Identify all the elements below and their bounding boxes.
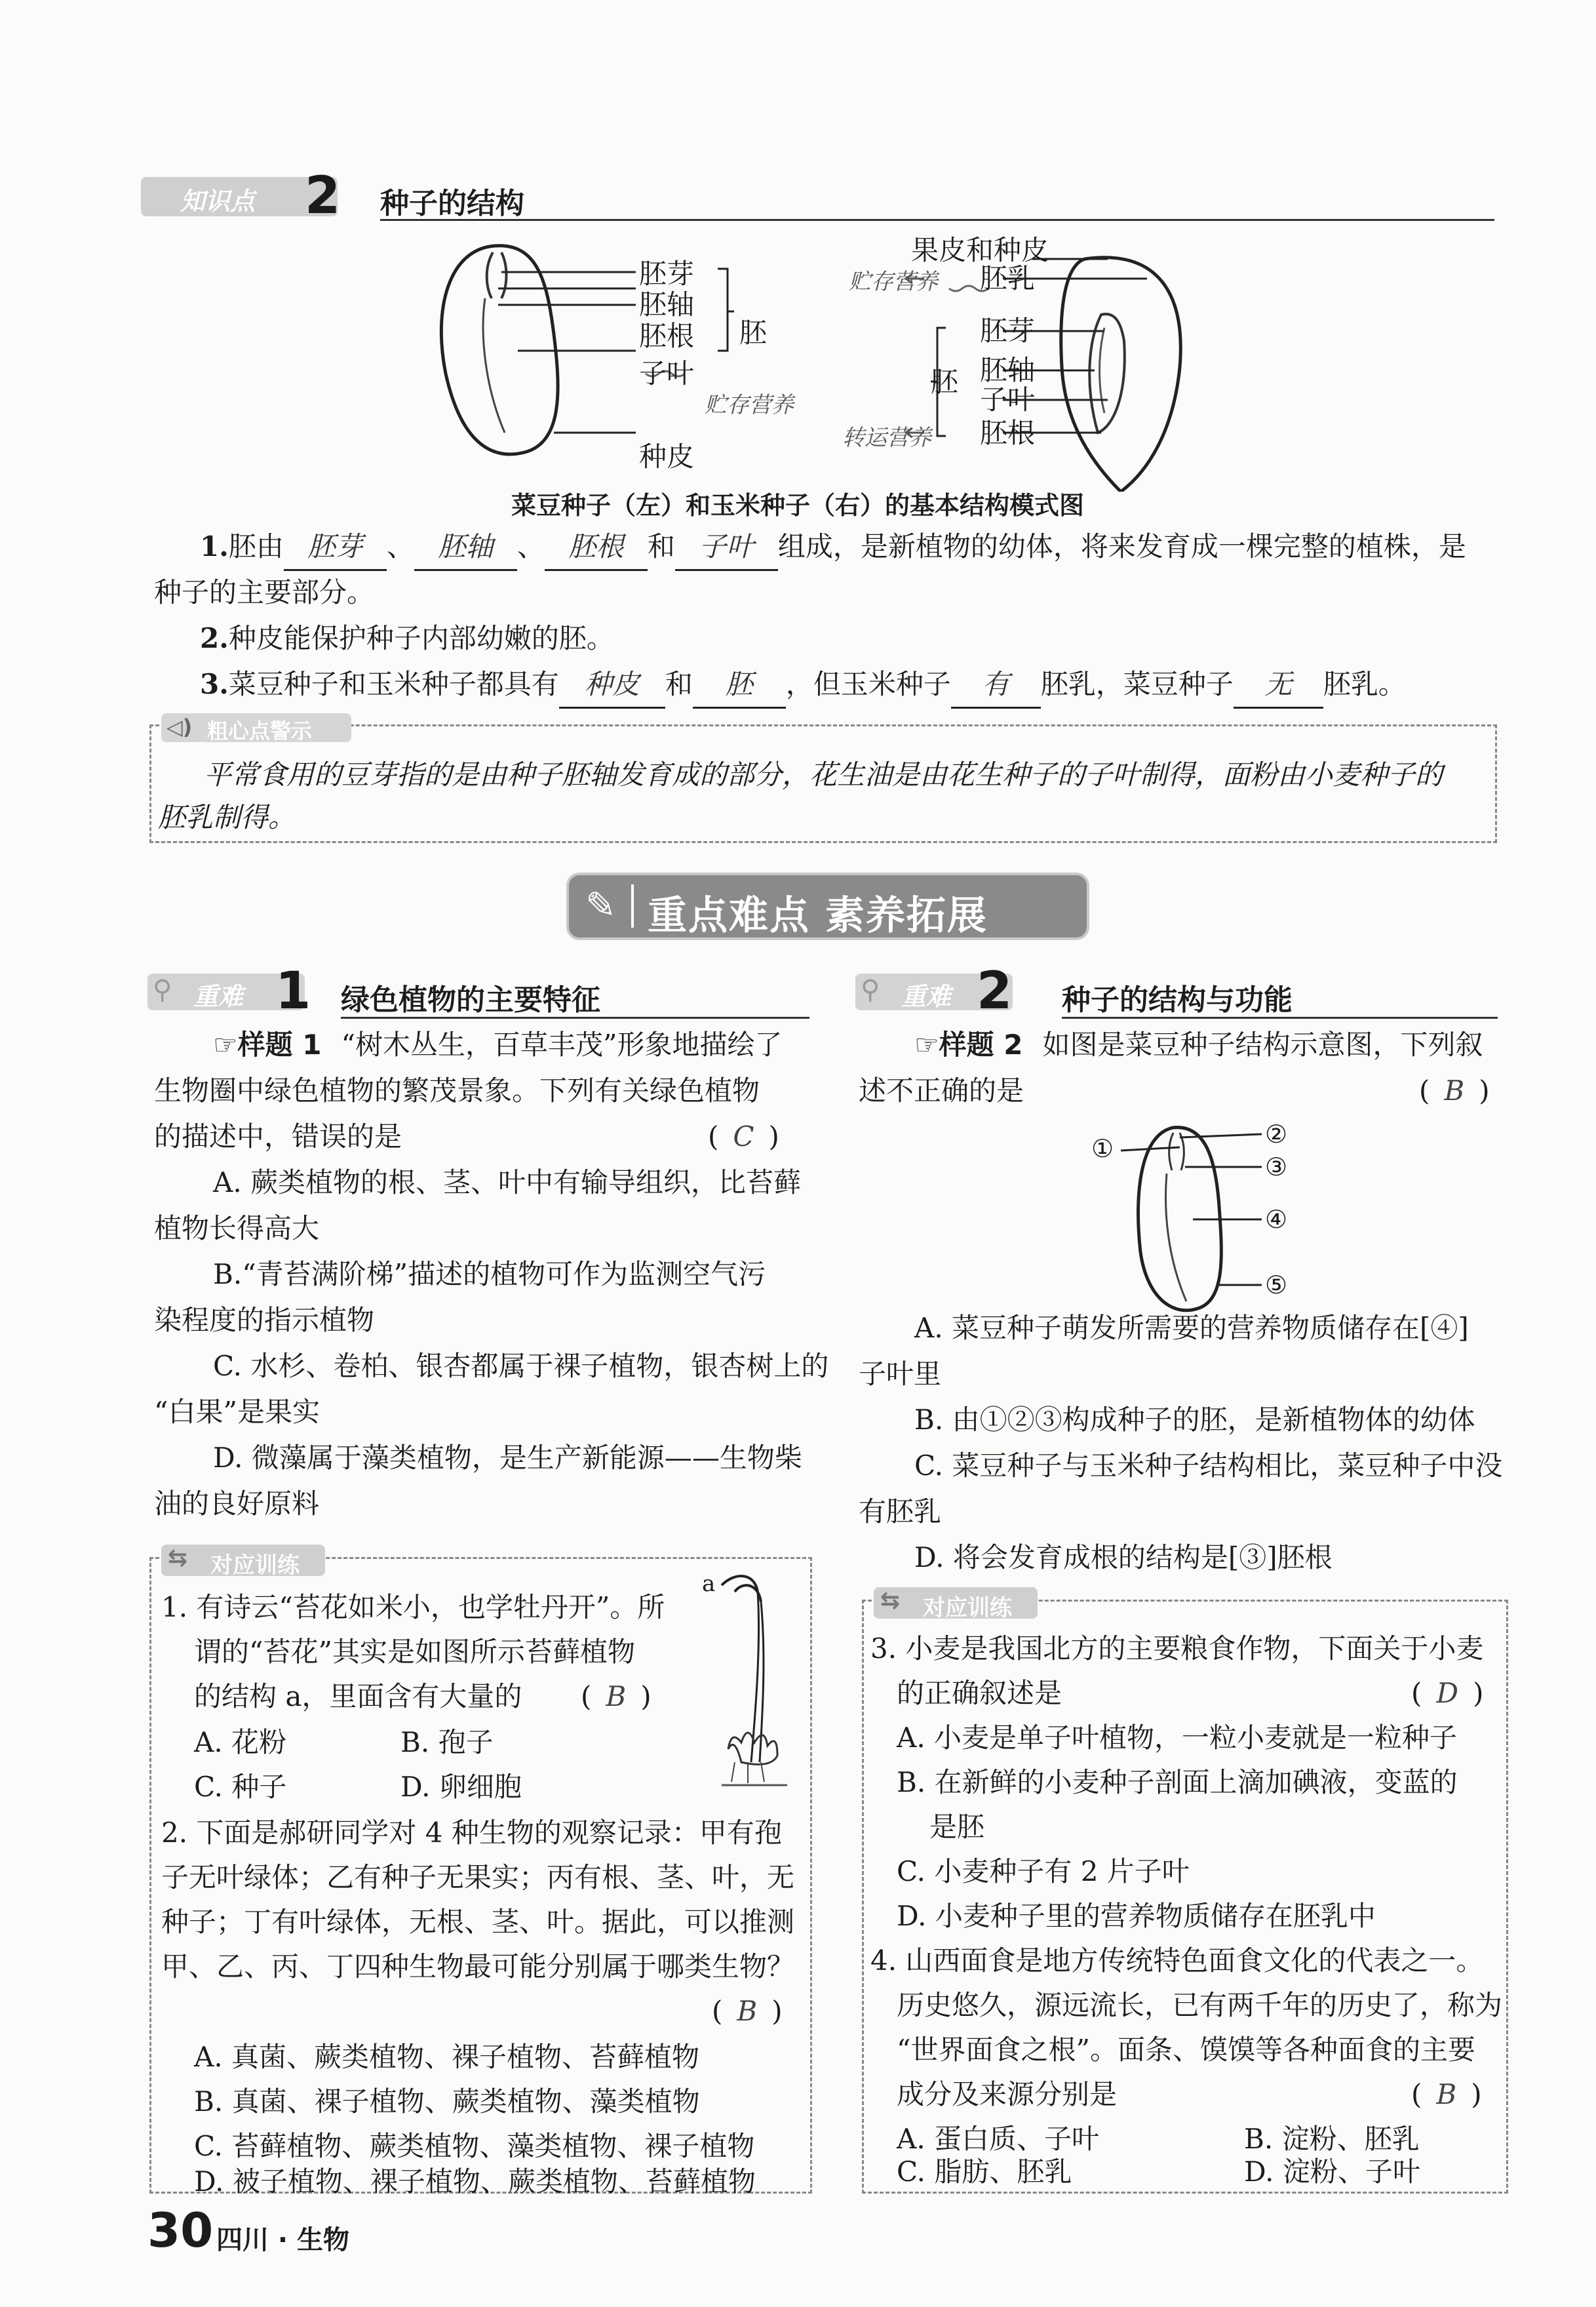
item-3-num: 3.: [200, 668, 229, 700]
q3-line-1: 3. 小麦是我国北方的主要粮食作物，下面关于小麦: [870, 1632, 1484, 1665]
example-1-answer: ( C ): [708, 1120, 779, 1153]
left-topic-badge-text: 重难: [193, 982, 244, 1011]
corn-note-transport: 转运营养: [842, 425, 931, 451]
bean-note-storage: 贮存营养: [705, 392, 794, 418]
right-topic-title: 种子的结构与功能: [1062, 983, 1293, 1017]
item-3-blank-1: 种皮: [559, 662, 665, 709]
corn-label-hypocotyl: 胚轴: [980, 354, 1036, 386]
item-1-blank-1: 胚芽: [284, 524, 387, 571]
item-1: [154, 524, 1498, 571]
right-practice-badge: [874, 1587, 1038, 1619]
item-3-blank-2: 胚: [693, 662, 786, 709]
example-2-opt-d: D. 将会发育成根的结构是[③]胚根: [914, 1541, 1333, 1573]
q3-line-2: 的正确叙述是: [897, 1677, 1062, 1709]
item-2-num: 2.: [200, 622, 229, 654]
pointing-hand-icon: ☞: [213, 1029, 238, 1061]
bean-label-embryo: 胚: [739, 317, 768, 349]
bean-embryo: [487, 252, 507, 298]
search-icon-2: ⚲: [861, 975, 880, 1005]
example-1-opt-a1: A. 蕨类植物的根、茎、叶中有输导组织，比苔藓: [213, 1166, 802, 1198]
item-3-pre: 菜豆种子和玉米种子都具有: [228, 668, 559, 700]
kp-title: 种子的结构: [380, 187, 524, 220]
seed-diagram: [419, 236, 1226, 492]
item-3-mid-1: 和: [665, 668, 693, 700]
corn-label-embryo: 胚: [931, 366, 959, 398]
right-topic-badge: [855, 962, 1013, 1021]
example-1-answer-value: C: [733, 1120, 754, 1153]
search-icon: ⚲: [153, 975, 172, 1005]
page-number: 30: [147, 2203, 214, 2258]
example-1-opt-c1: C. 水杉、卷柏、银杏都属于裸子植物，银杏树上的: [213, 1350, 829, 1382]
left-topic-header: [147, 962, 809, 1021]
swap-icon-2: ⇆: [880, 1587, 901, 1614]
q4-line-2: 历史悠久，源远流长，已有两千年的历史了，称为: [897, 1989, 1503, 2021]
q1-line-2: 谓的“苔花”其实是如图所示苔藓植物: [194, 1636, 635, 1668]
example-1-stem-3: 的描述中，错误的是: [154, 1120, 402, 1153]
left-topic-rule: [341, 1017, 809, 1019]
q2-line-1: 2. 下面是郝研同学对 4 种生物的观察记录：甲有孢: [161, 1817, 782, 1849]
corn-label-pericarp: 果皮和种皮: [911, 234, 1049, 266]
example-2-opt-a1: A. 菜豆种子萌发所需要的营养物质储存在[④]: [914, 1312, 1469, 1344]
item-2-text: 种皮能保护种子内部幼嫩的胚。: [228, 622, 614, 654]
example-1-stem-2: 生物圈中绿色植物的繁茂景象。下列有关绿色植物: [154, 1075, 760, 1107]
moss-figure: [695, 1566, 800, 1802]
example-1-opt-a2: 植物长得高大: [154, 1212, 320, 1244]
caution-line-1: 平常食用的豆芽指的是由种子胚轴发育成的部分，花生油是由花生种子的子叶制得，面粉由小麦种子的: [204, 759, 1443, 791]
q4-answer-value: B: [1436, 2078, 1457, 2110]
corn-label-endosperm: 胚乳: [980, 262, 1036, 294]
q2-line-3: 种子；丁有叶绿体，无根、茎、叶。据此，可以推测: [161, 1906, 795, 1938]
q3-opt-c: C. 小麦种子有 2 片子叶: [897, 1855, 1190, 1887]
q4-line-1: 4. 山西面食是地方传统特色面食文化的代表之一。: [870, 1944, 1484, 1977]
item-1-num: 1.: [200, 530, 229, 562]
q2-opt-b: B. 真菌、裸子植物、蕨类植物、藻类植物: [194, 2085, 700, 2118]
item-3-blank-4: 无: [1234, 662, 1323, 709]
left-practice-label: 对应训练: [210, 1552, 300, 1579]
left-practice-box: [149, 1545, 812, 2198]
item-2: [200, 616, 614, 661]
bean-label-cotyledon: 子叶: [639, 357, 695, 389]
example-1-stem-1: “树木丛生，百草丰茂”形象地描绘了: [341, 1029, 783, 1061]
corn-label-plumule: 胚芽: [980, 315, 1036, 347]
example-1-opt-d2: 油的良好原料: [154, 1488, 320, 1520]
corn-label-radicle: 胚根: [980, 417, 1036, 449]
example-2-answer: ( B ): [1419, 1075, 1490, 1107]
example-2-line-1: [914, 1023, 1483, 1067]
fig-label-3: ③: [1265, 1153, 1288, 1181]
right-topic-badge-text: 重难: [901, 982, 952, 1011]
q1-opt-b: B. 孢子: [400, 1726, 494, 1758]
example-1-label: [213, 1029, 322, 1061]
q2-line-2: 子无叶绿体；乙有种子无果实；丙有根、茎、叶，无: [161, 1861, 795, 1893]
example-1-label-text: 样题 1: [237, 1029, 322, 1061]
kp-badge-text: 知识点: [180, 187, 256, 216]
q2-line-4: 甲、乙、丙、丁四种生物最可能分别属于哪类生物？: [161, 1950, 795, 1982]
example-2-opt-a2: 子叶里: [859, 1358, 942, 1390]
kp-rule: [380, 219, 1494, 221]
q1-answer-value: B: [606, 1680, 627, 1712]
q4-line-4: 成分及来源分别是: [897, 2078, 1118, 2110]
example-2-stem-1: 如图是菜豆种子结构示意图，下列叙: [1042, 1029, 1483, 1061]
banner-text: 重点难点 素养拓展: [648, 893, 988, 939]
banner: [569, 875, 1087, 937]
item-3-mid-2: ，但玉米种子: [785, 668, 951, 700]
q2-opt-d: D. 被子植物、裸子植物、蕨类植物、苔藓植物: [194, 2165, 756, 2198]
right-practice-box: [862, 1587, 1508, 2194]
example-2-opt-b: B. 由①②③构成种子的胚，是新植物体的幼体: [914, 1404, 1475, 1436]
item-1-blank-2: 胚轴: [414, 524, 517, 571]
item-1-blank-3: 胚根: [545, 524, 648, 571]
bean-label-hypocotyl: 胚轴: [639, 288, 695, 321]
example-2-opt-c2: 有胚乳: [859, 1495, 942, 1528]
q4-opt-b: B. 淀粉、胚乳: [1244, 2123, 1420, 2155]
q2-answer-value: B: [737, 1995, 758, 2027]
swap-icon: ⇆: [168, 1545, 188, 1571]
caution-box: [149, 715, 1497, 843]
left-topic-title: 绿色植物的主要特征: [341, 983, 600, 1017]
right-topic-number: 2: [977, 962, 1013, 1021]
example-2-label-text: 样题 2: [939, 1029, 1023, 1061]
fig-label-5: ⑤: [1265, 1271, 1288, 1299]
right-topic-rule: [1062, 1017, 1498, 1019]
item-3-blank-3: 有: [951, 662, 1041, 709]
example-1-opt-b2: 染程度的指示植物: [154, 1304, 375, 1336]
q3-opt-d: D. 小麦种子里的营养物质储存在胚乳中: [897, 1900, 1376, 1932]
q1-opt-d: D. 卵细胞: [400, 1771, 522, 1803]
q1-opt-c: C. 种子: [194, 1771, 287, 1803]
example-1-opt-c2: “白果”是果实: [154, 1396, 320, 1428]
item-3-post: 胚乳。: [1323, 668, 1406, 700]
item-3-mid-3: 胚乳，菜豆种子: [1040, 668, 1234, 700]
left-topic-number: 1: [275, 962, 311, 1021]
bean-label-radicle: 胚根: [639, 320, 695, 352]
q3-answer-value: D: [1436, 1677, 1459, 1709]
right-practice-label: 对应训练: [923, 1595, 1012, 1621]
diagram-caption: 菜豆种子（左）和玉米种子（右）的基本结构模式图: [511, 491, 1085, 520]
q4-opt-a: A. 蛋白质、子叶: [897, 2123, 1100, 2155]
bean-label-seedcoat: 种皮: [639, 441, 695, 473]
caution-label: 粗心点警示: [207, 719, 313, 743]
footer-text: 四川 · 生物: [216, 2225, 350, 2255]
caution-line-2: 胚乳制得。: [158, 801, 296, 833]
kp-badge-number: 2: [305, 167, 341, 226]
banner-divider: [631, 884, 634, 928]
item-1-blank-4: 子叶: [675, 524, 778, 571]
item-3: [200, 662, 1406, 709]
bean-figure-left-leader: [1121, 1144, 1180, 1157]
bean-label-plumule: 胚芽: [639, 258, 695, 290]
kp-badge: [141, 167, 341, 226]
example-1-line-1: [213, 1023, 782, 1067]
left-practice-badge: [161, 1545, 325, 1579]
fig-label-4: ④: [1265, 1205, 1288, 1234]
q1-opt-a: A. 花粉: [194, 1726, 287, 1758]
item-1-sep-3: 和: [647, 530, 675, 562]
moss-figure-label: a: [702, 1571, 716, 1597]
q4-opt-c: C. 脂肪、胚乳: [897, 2156, 1072, 2188]
speaker-icon: ◁): [166, 715, 193, 739]
corn-note-storage: 贮存营养: [849, 269, 938, 295]
kp-header: [141, 167, 1494, 226]
example-2-answer-value: B: [1444, 1075, 1465, 1107]
example-2-label: [914, 1029, 1023, 1061]
item-1-post: 组成，是新植物的幼体，将来发育成一棵完整的植株，是: [777, 530, 1466, 562]
fig-label-1: ①: [1091, 1134, 1114, 1163]
corn-seed-outline: [1061, 258, 1180, 492]
fig-label-2: ②: [1265, 1120, 1288, 1149]
ruler-icon: ✎: [585, 884, 616, 927]
q2-opt-c: C. 苔藓植物、蕨类植物、藻类植物、裸子植物: [194, 2130, 755, 2162]
q1-line-1: 1. 有诗云“苔花如米小，也学牡丹开”。所: [161, 1591, 665, 1623]
right-topic-header: [855, 962, 1498, 1021]
q3-opt-a: A. 小麦是单子叶植物，一粒小麦就是一粒种子: [897, 1722, 1458, 1754]
q2-opt-a: A. 真菌、蕨类植物、裸子植物、苔藓植物: [194, 2041, 700, 2073]
left-topic-badge: [147, 962, 311, 1021]
item-1-pre: 胚由: [228, 530, 284, 562]
q4-opt-d: D. 淀粉、子叶: [1244, 2156, 1420, 2188]
example-1-opt-b1: B.“青苔满阶梯”描述的植物可作为监测空气污: [213, 1258, 766, 1290]
q1-answer: ( B ): [581, 1680, 652, 1712]
q2-answer: ( B ): [712, 1995, 783, 2027]
corn-label-cotyledon: 子叶: [980, 384, 1036, 416]
q4-answer: ( B ): [1411, 2078, 1482, 2110]
q3-opt-b1: B. 在新鲜的小麦种子剖面上滴加碘液，变蓝的: [897, 1766, 1458, 1798]
q3-answer: ( D ): [1411, 1677, 1484, 1709]
item-1-line2: 种子的主要部分。: [154, 576, 375, 608]
item-1-sep-1: 、: [386, 530, 414, 562]
example-2-stem-2: 述不正确的是: [859, 1075, 1024, 1107]
caution-badge: [161, 713, 351, 742]
example-2-opt-c1: C. 菜豆种子与玉米种子结构相比，菜豆种子中没: [914, 1449, 1503, 1482]
pointing-hand-icon-2: ☞: [914, 1029, 939, 1061]
q1-line-3: 的结构 a，里面含有大量的: [194, 1680, 522, 1712]
example-1-opt-d1: D. 微藻属于藻类植物，是生产新能源——生物柴: [213, 1442, 802, 1474]
q3-opt-b2: 是胚: [929, 1811, 985, 1843]
item-1-sep-2: 、: [516, 530, 545, 562]
q4-line-3: “世界面食之根”。面条、馍馍等各种面食的主要: [897, 2034, 1475, 2066]
